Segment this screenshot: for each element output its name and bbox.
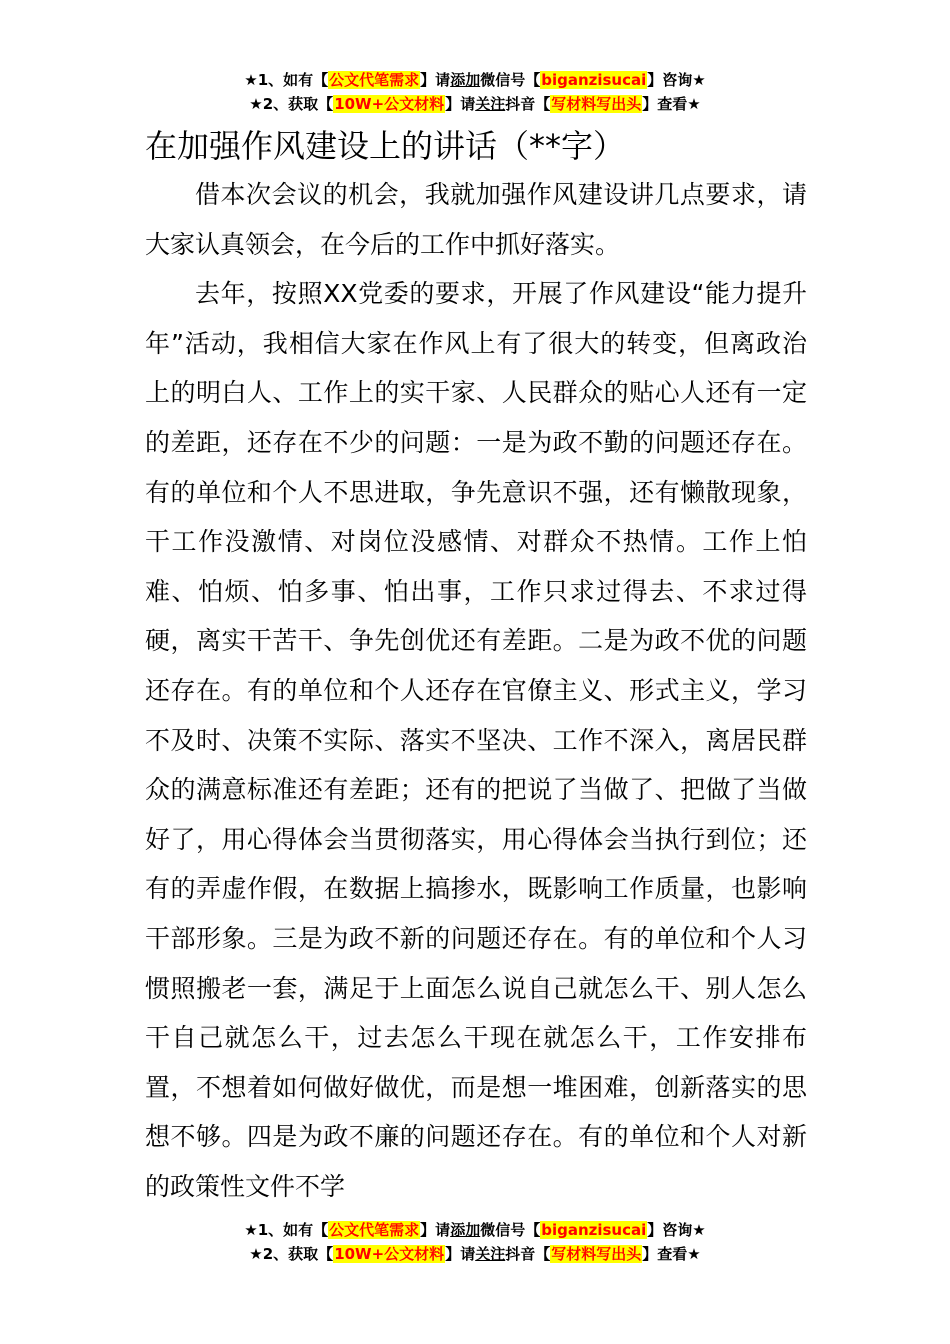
paragraph: 去年，按照XX党委的要求，开展了作风建设“能力提升年”活动，我相信大家在作风上有了很大的转变，但离政治上的明白人、工作上的实干家、人民群众的贴心人还有一定的差距，还存在不少的问题：一是为政不勤的问题还存在。有的单位和个人不思进取，争先意识不强，还有懒散现象，干工作没激情、对岗位没感情、对群众不热情。工作上怕难、怕烦、怕多事、怕出事，工作只求过得去、不求过得硬，离实干苦干、争先创优还有差距。二是为政不优的问题还存在。有的单位和个人还存在官僚主义、形式主义，学习不及时、决策不实际、落实不坚决、工作不深入，离居民群众的满意标准还有差距；还有的把说了当做了、把做了当做好了，用心得体会当贯彻落实，用心得体会当执行到位；还有的弄虚作假，在数据上搞掺水，既影响工作质量，也影响干部形象。三是为政不新的问题还存在。有的单位和个人习惯照搬老一套，满足于上面怎么说自己就怎么干、别人怎么干自己就怎么干，过去怎么干现在就怎么干，工作安排布置，不想着如何做好做优，而是想一堆困难，创新落实的思想不够。四是为政不廉的问题还存在。有的单位和个人对新的政策性文件不学 bbox=[145, 279, 807, 1201]
highlight-service: 公文代笔需求 bbox=[329, 1221, 420, 1239]
highlight-douyin-account: 写材料写出头 bbox=[551, 1245, 642, 1263]
underlined-text: 关注 bbox=[475, 1245, 506, 1263]
document-title: 在加强作风建设上的讲话（**字） bbox=[145, 127, 626, 165]
banner-text: 】咨询★ bbox=[647, 1221, 706, 1239]
highlight-wechat-id: biganzisucai bbox=[541, 1221, 647, 1239]
highlight-wechat-id: biganzisucai bbox=[541, 71, 647, 89]
banner-text: ★1、如有【 bbox=[244, 1221, 329, 1239]
banner-line-1 bbox=[0, 68, 950, 92]
banner-text: 】查看★ bbox=[642, 95, 701, 113]
underlined-text: 添加 bbox=[450, 1221, 481, 1239]
underlined-text: 添加 bbox=[450, 71, 481, 89]
highlight-douyin-account: 写材料写出头 bbox=[551, 95, 642, 113]
banner-text: ★2、获取【 bbox=[249, 95, 334, 113]
highlight-service: 公文代笔需求 bbox=[329, 71, 420, 89]
banner-text: ★2、获取【 bbox=[249, 1245, 334, 1263]
banner-text: 】咨询★ bbox=[647, 71, 706, 89]
banner-text: 微信号【 bbox=[480, 71, 541, 89]
banner-text: 微信号【 bbox=[480, 1221, 541, 1239]
banner-line-2 bbox=[0, 1242, 950, 1266]
banner-text: 】请 bbox=[445, 1245, 476, 1263]
banner-text: 】请 bbox=[420, 71, 451, 89]
banner-line-1 bbox=[0, 1218, 950, 1242]
banner-line-2 bbox=[0, 92, 950, 116]
footer-banner bbox=[0, 1218, 950, 1266]
underlined-text: 关注 bbox=[475, 95, 506, 113]
banner-text: 】查看★ bbox=[642, 1245, 701, 1263]
highlight-materials: 10W+公文材料 bbox=[334, 95, 445, 113]
banner-text: ★1、如有【 bbox=[244, 71, 329, 89]
paragraph: 借本次会议的机会，我就加强作风建设讲几点要求，请大家认真领会，在今后的工作中抓好落实。 bbox=[145, 180, 807, 259]
banner-text: 抖音【 bbox=[505, 1245, 551, 1263]
highlight-materials: 10W+公文材料 bbox=[334, 1245, 445, 1263]
banner-text: 】请 bbox=[445, 95, 476, 113]
banner-text: 】请 bbox=[420, 1221, 451, 1239]
header-banner bbox=[0, 68, 950, 116]
document-body bbox=[145, 170, 807, 1211]
banner-text: 抖音【 bbox=[505, 95, 551, 113]
